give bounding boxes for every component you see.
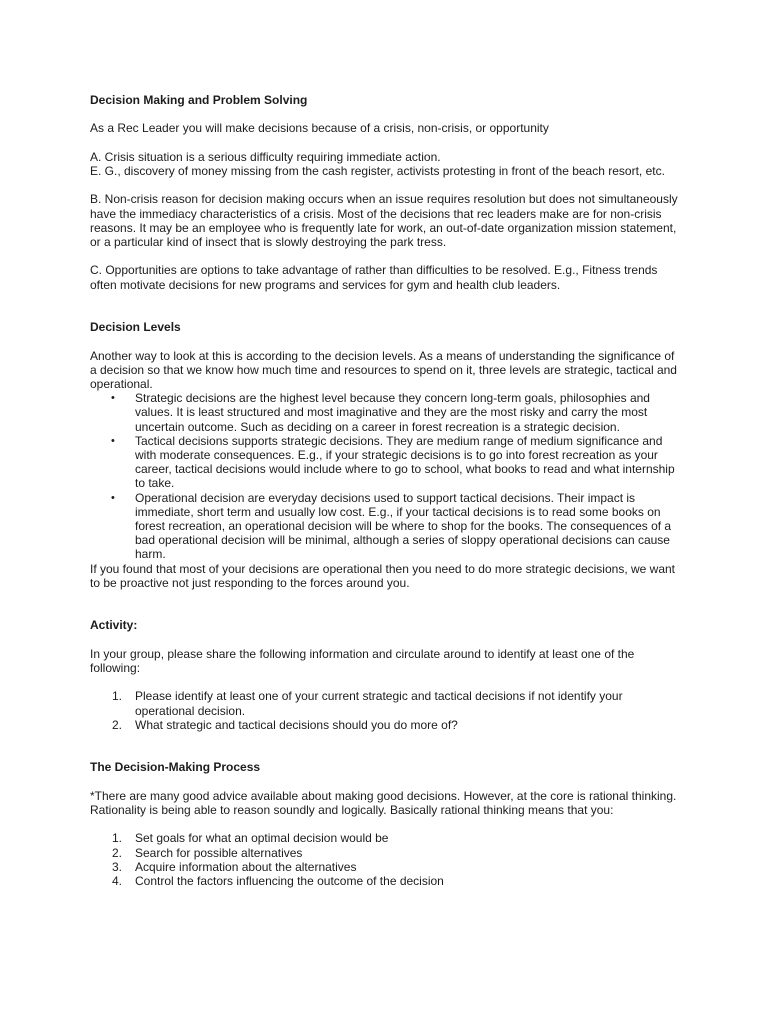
decision-levels-closing: If you found that most of your decisions are operational then you need to do more strategic decisions, we want to be proactive not just responding to the forces around you. <box>90 561 676 590</box>
non-crisis-paragraph: B. Non-crisis reason for decision making occurs when an issue requires resolution but does not simultaneously have the immediacy characteristics of a crisis. Most of the decisions that rec leaders make are for non-crisis reasons. It may be an employee who is frequently late for work, an out-of-date organization mission statement, or a particular kind of insect that is slowly destroying the park tress. <box>90 192 678 249</box>
list-item-text: Set goals for what an optimal decision would be <box>135 831 389 846</box>
list-item-text: What strategic and tactical decisions should you do more of? <box>135 717 458 732</box>
list-item-text: Strategic decisions are the highest level because they concern long-term goals, philosophies and values. It is least structured and most imaginative and they are the most risky and carry the most uncertain outcome. Such as deciding on a career in forest recreation is a strategic decision. <box>135 391 650 434</box>
list-item-text: Control the factors influencing the outcome of the decision <box>135 873 444 888</box>
decision-levels-list <box>90 391 680 561</box>
list-item-text: Search for possible alternatives <box>135 845 303 860</box>
list-item-text: Acquire information about the alternatives <box>135 859 357 874</box>
list-number: 2. <box>112 717 123 732</box>
bullet-icon: • <box>111 434 115 447</box>
crisis-example: E. G., discovery of money missing from the cash register, activists protesting in front of the beach resort, etc. <box>90 163 665 178</box>
activity-intro: In your group, please share the following information and circulate around to identify at least one of the following: <box>90 646 635 675</box>
list-number: 4. <box>112 873 123 888</box>
opportunities-paragraph: C. Opportunities are options to take advantage of rather than difficulties to be resolved. E.g., Fitness trends often motivate decisions for new programs and services for gym and health club leaders. <box>90 263 658 292</box>
list-item-text: Tactical decisions supports strategic decisions. They are medium range of medium significance and with moderate consequences. E.g., if your strategic decisions is to go into forest recreation as your career, tactical decisions would include where to go to school, what books to read and what internship to take. <box>135 433 675 491</box>
list-item-text: Please identify at least one of your current strategic and tactical decisions if not identify your operational decision. <box>135 689 623 718</box>
decision-levels-intro: Another way to look at this is according to the decision levels. As a means of understanding the significance of a decision so that we know how much time and resources to spend on it, three levels are strategic, tactical and operational. <box>90 348 677 391</box>
activity-heading: Activity: <box>90 618 138 633</box>
list-item <box>90 718 680 732</box>
list-number: 1. <box>112 831 123 846</box>
process-intro: *There are many good advice available about making good decisions. However, at the core is rational thinking. Rationality is being able to reason soundly and logically. Basically rational thinking means that you: <box>90 788 677 817</box>
bullet-icon: • <box>111 491 115 504</box>
list-number: 1. <box>112 689 123 704</box>
list-item <box>90 860 680 874</box>
document-body <box>90 93 680 888</box>
list-number: 2. <box>112 845 123 860</box>
list-item-text: Operational decision are everyday decisions used to support tactical decisions. Their impact is immediate, short term and usually low cost. E.g., if your tactical decisions is to read some books on forest recreation, an operational decision will be where to shop for the books. The consequences of a bad operational decision will be minimal, although a series of sloppy operational decisions can cause harm. <box>135 490 672 562</box>
list-item <box>90 689 680 717</box>
list-item <box>90 391 680 434</box>
list-item <box>90 434 680 491</box>
document-title: Decision Making and Problem Solving <box>90 93 308 107</box>
list-item <box>90 846 680 860</box>
decision-levels-heading: Decision Levels <box>90 320 181 335</box>
activity-list <box>90 689 680 732</box>
list-item <box>90 491 680 562</box>
process-heading: The Decision-Making Process <box>90 760 261 775</box>
list-item <box>90 831 680 845</box>
bullet-icon: • <box>111 392 115 405</box>
process-list <box>90 831 680 888</box>
crisis-definition: A. Crisis situation is a serious difficulty requiring immediate action. <box>90 149 441 164</box>
list-item <box>90 874 680 888</box>
intro-paragraph: As a Rec Leader you will make decisions because of a crisis, non-crisis, or opportunity <box>90 121 549 136</box>
list-number: 3. <box>112 859 123 874</box>
